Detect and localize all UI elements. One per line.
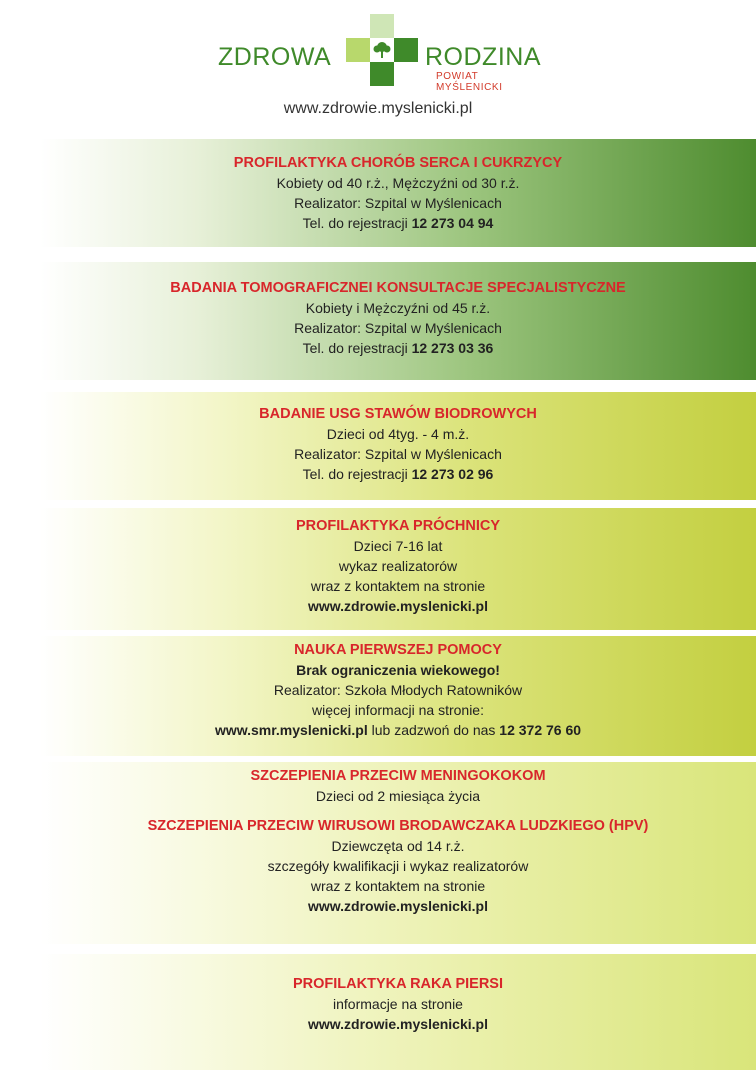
section-tomography xyxy=(40,262,756,380)
phone-label: Tel. do rejestracji xyxy=(302,215,412,231)
phone-number[interactable]: 12 273 02 96 xyxy=(411,466,494,482)
section-first-aid xyxy=(40,636,756,756)
section-line: Realizator: Szkoła Młodych Ratowników xyxy=(273,682,523,698)
section-line: Dzieci 7-16 lat xyxy=(353,538,443,554)
header xyxy=(0,0,756,130)
section-title: BADANIE USG STAWÓW BIODROWYCH xyxy=(259,406,537,422)
zdrowa-rodzina-logo xyxy=(218,14,548,94)
section-line: szczegóły kwalifikacji i wykaz realizatorów xyxy=(267,858,529,874)
section-url[interactable]: www.zdrowie.myslenicki.pl xyxy=(308,898,488,914)
section-line: Realizator: Szpital w Myślenicach xyxy=(294,195,502,211)
section-title-hpv: SZCZEPIENIA PRZECIW WIRUSOWI BRODAWCZAKA LUDZKIEGO (HPV) xyxy=(147,818,649,834)
section-bold-line: Brak ograniczenia wiekowego! xyxy=(296,662,500,678)
section-title: PROFILAKTYKA RAKA PIERSI xyxy=(293,976,503,992)
section-line: wraz z kontaktem na stronie xyxy=(310,878,486,894)
phone-number[interactable]: 12 273 03 36 xyxy=(411,340,494,356)
phone-number[interactable]: 12 273 04 94 xyxy=(411,215,494,231)
section-title: PROFILAKTYKA CHORÓB SERCA I CUKRZYCY xyxy=(233,155,563,171)
section-vaccinations xyxy=(40,762,756,944)
logo-subtitle: POWIAT MYŚLENICKI xyxy=(436,71,503,93)
section-line: Realizator: Szpital w Myślenicach xyxy=(294,320,502,336)
section-connector: lub zadzwoń do nas xyxy=(367,722,500,738)
section-url[interactable]: www.zdrowie.myslenicki.pl xyxy=(308,1016,488,1032)
section-line: informacje na stronie xyxy=(333,996,463,1012)
section-line: wykaz realizatorów xyxy=(338,558,458,574)
section-line: Kobiety od 40 r.ż., Mężczyźni od 30 r.ż. xyxy=(276,175,520,191)
section-title: PROFILAKTYKA PRÓCHNICY xyxy=(295,518,501,534)
section-line: więcej informacji na stronie: xyxy=(312,702,484,718)
phone-label: Tel. do rejestracji xyxy=(302,340,412,356)
section-title: BADANIA TOMOGRAFICZNEI KONSULTACJE SPECJALISTYCZNE xyxy=(170,280,626,296)
section-line: Kobiety i Mężczyźni od 45 r.ż. xyxy=(305,300,491,316)
cross-icon xyxy=(346,14,418,86)
section-heart-diabetes xyxy=(40,139,756,247)
section-line: Dzieci od 2 miesiąca życia xyxy=(315,788,481,804)
section-line: Realizator: Szpital w Myślenicach xyxy=(294,446,502,462)
logo-left-word: ZDROWA xyxy=(218,43,332,71)
logo-right-word: RODZINA xyxy=(425,43,541,71)
section-title: NAUKA PIERWSZEJ POMOCY xyxy=(294,642,502,658)
website-url[interactable]: www.zdrowie.myslenicki.pl xyxy=(283,100,473,117)
phone-number[interactable]: 12 372 76 60 xyxy=(499,722,582,738)
section-url[interactable]: www.smr.myslenicki.pl xyxy=(214,722,368,738)
section-caries xyxy=(40,508,756,630)
section-title: SZCZEPIENIA PRZECIW MENINGOKOKOM xyxy=(250,768,546,784)
section-url[interactable]: www.zdrowie.myslenicki.pl xyxy=(308,598,488,614)
section-breast-cancer xyxy=(40,954,756,1070)
section-line: Dziewczęta od 14 r.ż. xyxy=(331,838,465,854)
section-line: Dzieci od 4tyg. - 4 m.ż. xyxy=(326,426,470,442)
section-line: wraz z kontaktem na stronie xyxy=(310,578,486,594)
family-tree-icon xyxy=(371,39,393,61)
phone-label: Tel. do rejestracji xyxy=(302,466,412,482)
section-hip-usg xyxy=(40,392,756,500)
